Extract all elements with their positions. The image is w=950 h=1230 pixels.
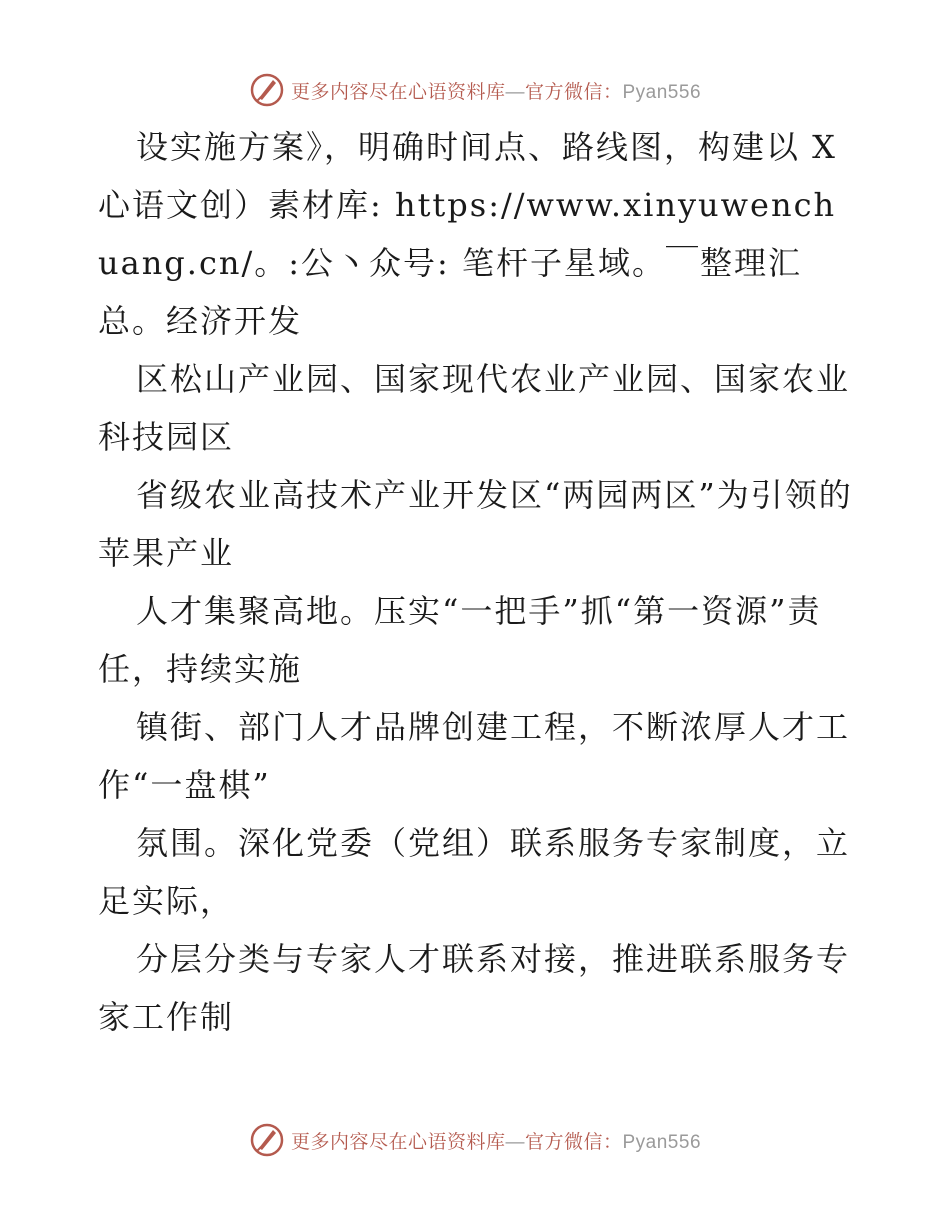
quill-pen-logo-icon: [249, 1122, 285, 1158]
header-dash: —: [505, 81, 525, 103]
header-watermark-text: [291, 77, 701, 104]
footer-watermark-text: [291, 1127, 701, 1154]
footer-wechat-label: 官方微信：: [524, 1130, 623, 1153]
paragraph-7: 分层分类与专家人才联系对接，推进联系服务专家工作制: [98, 940, 851, 1036]
footer-watermark-banner: [0, 1120, 950, 1160]
header-watermark-banner: [0, 70, 950, 110]
paragraph-5: 镇街、部门人才品牌创建工程，不断浓厚人才工作“一盘棋”: [98, 708, 851, 804]
paragraph-1: 设实施方案》，明确时间点、路线图，构建以 X 心语文创）素材库: https://www.xinyuwenchuang.cn/。:公丶众号: 笔杆子星域。￣整理汇总。经济开发: [98, 128, 837, 340]
paragraph-4: 人才集聚高地。压实“一把手”抓“第一资源”责任，持续实施: [98, 592, 822, 688]
quill-pen-logo-icon: [249, 72, 285, 108]
paragraph-2: 区松山产业园、国家现代农业产业园、国家农业科技园区: [98, 360, 851, 456]
header-main-text: 更多内容尽在心语资料库: [290, 80, 506, 103]
document-body: [98, 118, 858, 1046]
footer-wechat-id: Pyan556: [622, 1131, 702, 1153]
footer-main-text: 更多内容尽在心语资料库: [290, 1130, 506, 1153]
footer-dash: —: [505, 1131, 525, 1153]
header-wechat-label: 官方微信：: [524, 80, 623, 103]
header-wechat-id: Pyan556: [622, 81, 702, 103]
paragraph-3: 省级农业高技术产业开发区“两园两区”为引领的苹果产业: [98, 476, 853, 572]
paragraph-6: 氛围。深化党委（党组）联系服务专家制度，立足实际，: [98, 824, 851, 920]
